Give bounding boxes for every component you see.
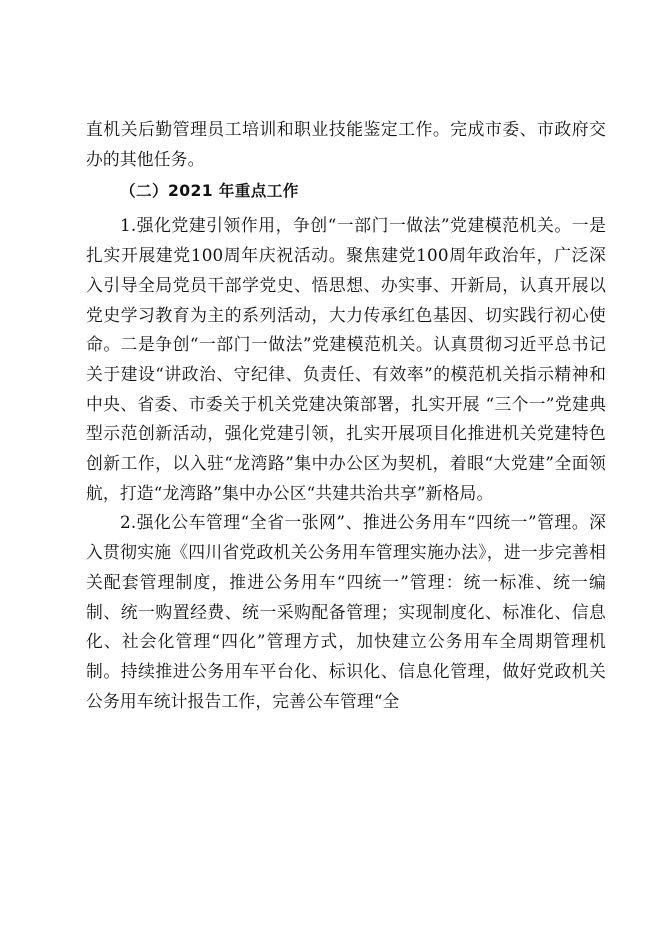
- document-body: [86, 115, 606, 716]
- section-heading: （二）2021 年重点工作: [120, 182, 299, 201]
- paragraph-official-vehicles: 2.强化公车管理“全省一张网”、推进公务用车“四统一”管理。深入贯彻实施《四川省党政机关公务用车管理实施办法》，进一步完善相关配套管理制度，推进公务用车“四统一”管理：统一标准、统一编制、统一购置经费、统一采购配备管理；实现制度化、标准化、信息化、社会化管理“四化”管理方式，加快建立公务用车全周期管理机制。持续推进公务用车平台化、标识化、信息化管理，做好党政机关公务用车统计报告工作，完善公车管理“全: [86, 512, 606, 711]
- continuation-paragraph: 直机关后勤管理员工培训和职业技能鉴定工作。完成市委、市政府交办的其他任务。: [86, 119, 606, 169]
- paragraph-party-building: 1.强化党建引领作用，争创“一部门一做法”党建模范机关。一是扎实开展建党100周年庆祝活动。聚焦建党100周年政治年，广泛深入引导全局党员干部学党史、悟思想、办实事、开新局，认真开展以党史学习教育为主的系列活动，大力传承红色基因、切实践行初心使命。二是争创“一部门一做法”党建模范机关。认真贯彻习近平总书记关于建设“讲政治、守纪律、负责任、有效率”的模范机关指示精神和中央、省委、市委关于机关党建决策部署，扎实开展 “三个一”党建典型示范创新活动，强化党建引领，扎实开展项目化推进机关党建特色创新工作，以入驻“龙湾路”集中办公区为契机，着眼“大党建”全面领航，打造“龙湾路”集中办公区“共建共治共享”新格局。: [86, 215, 606, 503]
